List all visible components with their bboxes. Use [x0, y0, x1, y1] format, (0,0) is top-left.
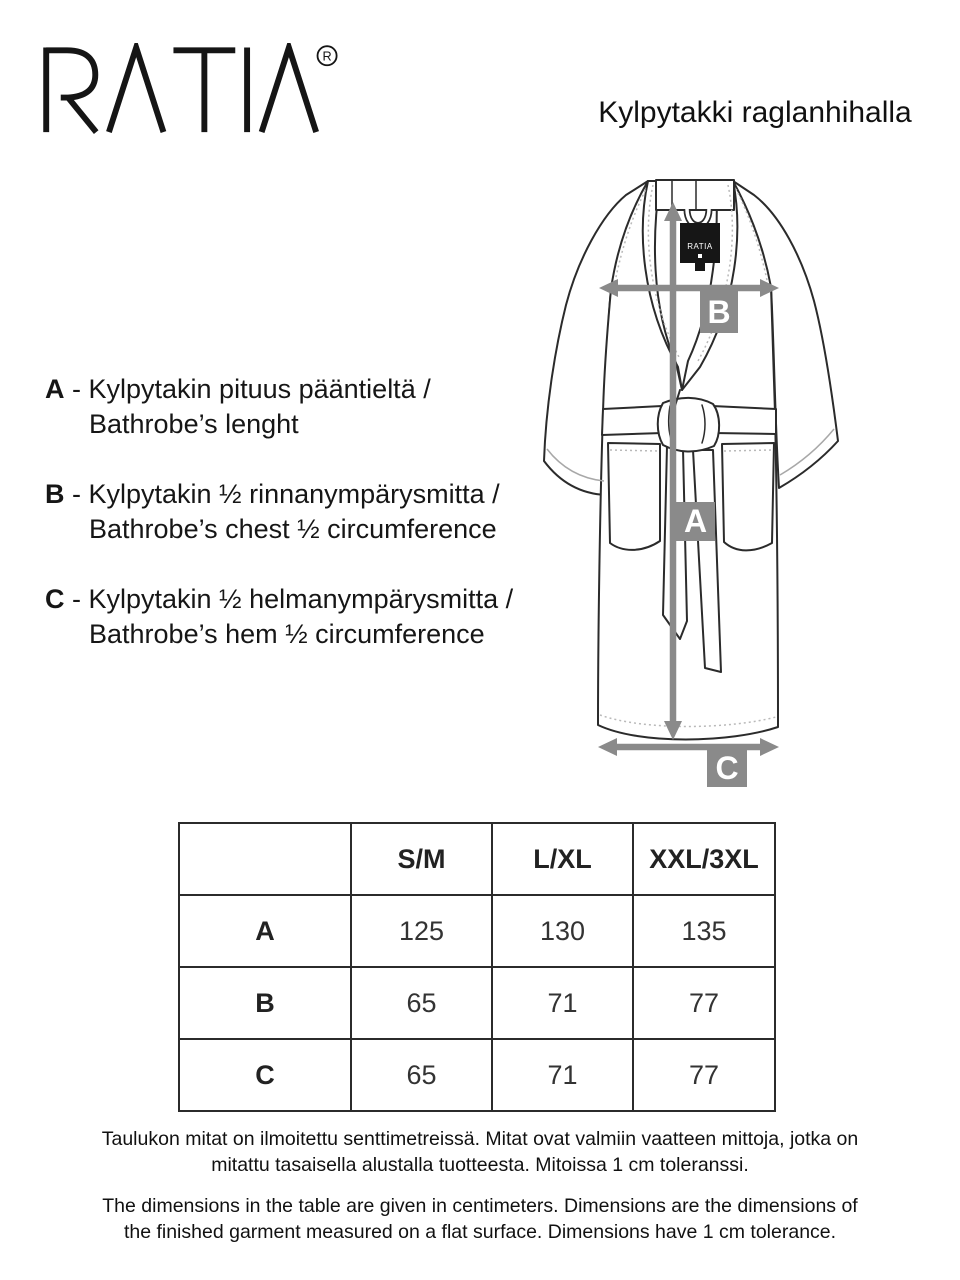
measure-desc-a — [45, 372, 431, 442]
arrow-c — [598, 738, 779, 756]
belt-right — [712, 406, 776, 434]
footnote-fi-line1: Taulukon mitat on ilmoitettu senttimetreissä. Mitat ovat valmiin vaatteen mittoja, jotka on — [101, 1128, 859, 1150]
table-row-c — [179, 1039, 775, 1111]
table-row-a — [179, 895, 775, 967]
measure-desc-c-line1 — [45, 582, 513, 617]
registered-mark-letter: R — [322, 48, 332, 64]
measure-fi-b: Kylpytakin ½ rinnanympärysmitta / — [88, 479, 500, 509]
bathrobe-diagram — [530, 163, 950, 808]
left-pocket — [608, 443, 660, 550]
measure-letter-a: A — [45, 374, 65, 404]
brand-tag-text: RATIA — [687, 242, 713, 251]
value-b-lxl: 71 — [492, 967, 633, 1039]
measure-letter-c: C — [45, 584, 65, 614]
value-c-lxl: 71 — [492, 1039, 633, 1111]
belt-left — [602, 406, 663, 435]
measure-en-c: Bathrobe’s hem ½ circumference — [89, 619, 485, 649]
value-a-lxl: 130 — [492, 895, 633, 967]
table-row-b — [179, 967, 775, 1039]
belt-knot — [658, 398, 719, 452]
row-label-a: A — [179, 895, 351, 967]
value-a-sm: 125 — [351, 895, 492, 967]
right-pocket — [722, 443, 774, 550]
registered-mark-icon — [318, 46, 337, 65]
size-table — [178, 822, 776, 1112]
value-c-sm: 65 — [351, 1039, 492, 1111]
measure-dash-c: - — [64, 584, 89, 614]
bathrobe-outline — [544, 180, 838, 740]
product-title: Kylpytakki raglanhihalla — [598, 96, 912, 129]
measure-fi-a: Kylpytakin pituus pääntieltä / — [88, 374, 431, 404]
measure-desc-b — [45, 477, 500, 547]
value-a-xxl3xl: 135 — [633, 895, 775, 967]
value-c-xxl3xl: 77 — [633, 1039, 775, 1111]
diagram-label-b: B — [707, 294, 731, 330]
value-b-xxl3xl: 77 — [633, 967, 775, 1039]
diagram-label-c: C — [715, 750, 739, 786]
diagram-label-a: A — [683, 503, 708, 539]
size-col-header-sm: S/M — [351, 823, 492, 895]
ratia-logo-letters — [46, 48, 316, 133]
measure-letter-b: B — [45, 479, 65, 509]
row-label-c: C — [179, 1039, 351, 1111]
measure-desc-a-line1 — [45, 372, 431, 407]
neck-band — [656, 180, 734, 210]
measure-en-b: Bathrobe’s chest ½ circumference — [89, 514, 497, 544]
footnote-fi — [30, 1126, 930, 1178]
footnote-en-line2: the finished garment measured on a flat surface. Dimensions have 1 cm tolerance. — [123, 1221, 837, 1243]
measure-desc-c — [45, 582, 513, 652]
measure-en-a: Bathrobe’s lenght — [89, 409, 299, 439]
footnote-en-line1: The dimensions in the table are given in centimeters. Dimensions are the dimensions of — [102, 1195, 858, 1217]
size-table-header-row — [179, 823, 775, 895]
size-col-header-xxl3xl: XXL/3XL — [633, 823, 775, 895]
ratia-logo — [38, 43, 338, 138]
footnote-en — [30, 1193, 930, 1245]
measure-dash-a: - — [64, 374, 89, 404]
measure-fi-c: Kylpytakin ½ helmanympärysmitta / — [88, 584, 514, 614]
measure-dash-b: - — [64, 479, 89, 509]
footnote-fi-line2: mitattu tasaisella alustalla tuotteesta. Mitoissa 1 cm toleranssi. — [211, 1154, 749, 1176]
value-b-sm: 65 — [351, 967, 492, 1039]
measure-desc-b-line1 — [45, 477, 500, 512]
size-col-header-empty — [179, 823, 351, 895]
size-col-header-lxl: L/XL — [492, 823, 633, 895]
row-label-b: B — [179, 967, 351, 1039]
